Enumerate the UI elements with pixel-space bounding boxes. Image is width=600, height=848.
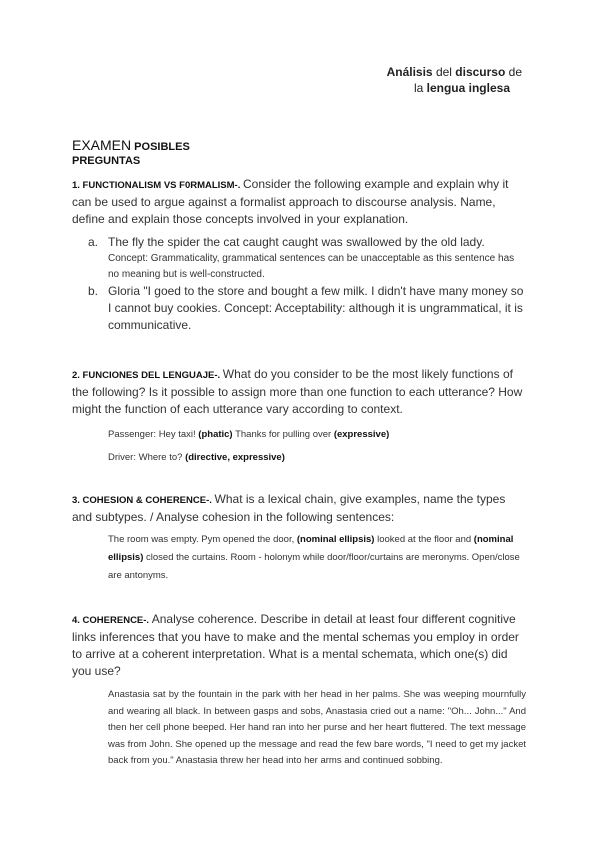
dialogue-text: Thanks for pulling over: [232, 429, 334, 440]
list-marker: a.: [88, 235, 99, 249]
function-label: (expressive): [333, 429, 390, 440]
page-title: [72, 137, 190, 167]
title-preguntas: PREGUNTAS: [72, 155, 141, 167]
header-word: Análisis: [386, 65, 433, 79]
question-1-list: [88, 234, 528, 334]
function-label: (directive, expressive): [185, 452, 285, 463]
passage-text: closed the curtains. Room - holonym while door/floor/curtains are meronyms. Open/close are antonyms.: [108, 552, 520, 581]
header-line-1: [387, 64, 522, 80]
question-heading: 4. COHERENCE-.: [72, 615, 152, 626]
question-4: [72, 611, 524, 680]
dialogue-text: Passenger: Hey taxi!: [108, 429, 199, 440]
example-dialogue: [108, 426, 528, 467]
header-word: lengua inglesa: [426, 81, 510, 95]
list-item-text: Gloria "I goed to the store and bought a few milk. I didn't have many money so I cannot buy cookies. Concept: Acceptability: although it is ungrammatical, it is communicative.: [108, 284, 524, 332]
example-passage: [108, 531, 528, 585]
question-1: [72, 176, 524, 228]
dialogue-line: [108, 426, 528, 444]
anastasia-passage: Anastasia sat by the fountain in the park with her head in her palms. She was weeping mournfully and wearing all black. In between gasps and sobs, Anastasia cried out a name: "Oh... John..." And then her cell phone beeped. Her hand ran into her purse and her heart fluttered. The text message was from John. She opened up the message and read the few bare words, "I need to get my jacket back from you." Anastasia threw her head into her arms and continued sobbing.: [108, 689, 526, 766]
question-heading: 1. FUNCTIONALISM VS F0RMALISM-.: [72, 180, 243, 191]
dialogue-line: [108, 449, 528, 467]
title-examen: EXAMEN: [72, 137, 132, 153]
question-3: [72, 491, 524, 526]
question-heading: 3. COHESION & COHERENCE-.: [72, 495, 215, 506]
annotation: (nominal ellipsis): [108, 534, 514, 563]
dialogue-text: Driver: Where to?: [108, 452, 186, 463]
title-line-1: [72, 137, 190, 153]
header-line-2: [387, 80, 522, 96]
header-word: de: [505, 65, 522, 79]
concept-note: Concept: Grammaticality, grammatical sentences can be unacceptable as this sentence has no meaning but is well-constructed.: [108, 253, 515, 280]
list-item: [88, 283, 528, 334]
list-item-text: The fly the spider the cat caught caught was swallowed by the old lady.: [108, 235, 485, 249]
header-word: del: [432, 65, 456, 79]
question-text: What do you consider to be the most likely functions of the following? Is it possible to assign more than one function to each utterance? How might the function of each utterance vary according to context.: [72, 367, 523, 416]
question-text: What is a lexical chain, give examples, name the types and subtypes. / Analyse cohesion in the following sentences:: [72, 492, 506, 524]
list-item: [88, 234, 528, 283]
course-header: [387, 64, 522, 96]
title-posibles: POSIBLES: [131, 141, 190, 153]
list-marker: b.: [88, 284, 99, 298]
passage-text: The room was empty. Pym opened the door,: [108, 534, 297, 545]
header-word: discurso: [455, 65, 506, 79]
question-heading: 2. FUNCIONES DEL LENGUAJE-.: [72, 370, 223, 381]
question-2: [72, 366, 524, 418]
function-label: (phatic): [198, 429, 233, 440]
passage-text: looked at the floor and: [374, 534, 474, 545]
question-text: Consider the following example and explain why it can be used to argue against a formalist approach to discourse analysis. Name, define and explain those concepts involved in your explanation.: [72, 177, 509, 226]
annotation: (nominal ellipsis): [296, 534, 375, 545]
question-text: Analyse coherence. Describe in detail at least four different cognitive links inferences that you have to make and the mental schemas you employ in order to arrive at a coherent interpretation. What is a mental schemata, which one(s) did you use?: [72, 612, 519, 678]
header-word: la: [413, 81, 427, 95]
